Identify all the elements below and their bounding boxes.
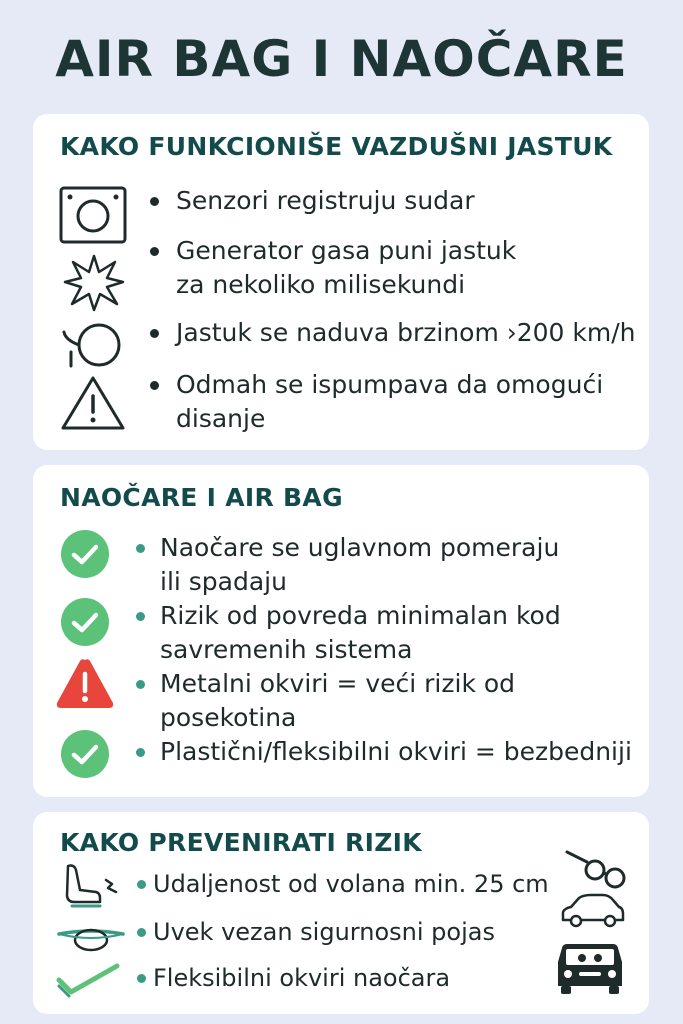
warning-triangle-icon — [55, 657, 115, 711]
bullet — [136, 748, 145, 757]
page-title: AIR BAG I NAOČARE — [55, 30, 628, 88]
glasses-and-airbag-card — [33, 465, 649, 797]
checkmark-icon — [55, 960, 121, 1000]
list-item-text: Senzori registruju sudar — [176, 186, 475, 215]
section-heading: NAOČARE I AIR BAG — [60, 483, 343, 512]
bullet — [136, 680, 145, 689]
list-item-text: Udaljenost od volana min. 25 cm — [153, 870, 549, 898]
car-outline-icon — [559, 892, 627, 928]
section-heading: KAKO PREVENIRATI RIZIK — [60, 828, 422, 857]
list-item-text: Metalni okviri = veći rizik od posekotina — [160, 669, 516, 732]
list-item-text: Rizik od povreda minimalan kod savremenih sistema — [160, 601, 561, 664]
seatbelt-icon — [57, 920, 125, 956]
check-circle-icon — [60, 729, 110, 779]
list-item-text: Jastuk se naduva brzinom ›200 km/h — [176, 318, 636, 347]
list-item-text: Plastični/fleksibilni okviri = bezbedniji — [160, 737, 632, 766]
list-item-text: Odmah se ispumpava da omogući disanje — [176, 370, 604, 433]
check-circle-icon — [60, 529, 110, 579]
bullet — [150, 381, 159, 390]
bullet — [136, 612, 145, 621]
explosion-icon — [63, 254, 125, 312]
bullet — [136, 544, 145, 553]
section-heading: KAKO FUNKCIONIŠE VAZDUŠNI JASTUK — [60, 132, 613, 161]
car-seat-icon — [60, 862, 122, 910]
bullet — [150, 197, 159, 206]
list-item-text: Naočare se uglavnom pomeraju ili spadaju — [160, 533, 560, 596]
prevent-risk-card — [33, 812, 649, 1014]
bullet — [150, 329, 159, 338]
list-item-text: Generator gasa puni jastuk za nekoliko milisekundi — [176, 236, 517, 299]
car-front-icon — [555, 940, 625, 996]
bullet — [137, 880, 146, 889]
check-circle-icon — [60, 597, 110, 647]
how-airbag-works-card — [33, 114, 649, 450]
list-item-text: Fleksibilni okviri naočara — [153, 964, 451, 992]
bullet — [137, 928, 146, 937]
bullet — [150, 247, 159, 256]
inflating-airbag-icon — [61, 322, 125, 368]
bullet — [137, 974, 146, 983]
glasses-icon — [565, 848, 627, 892]
list-item-text: Uvek vezan sigurnosni pojas — [153, 918, 495, 946]
warning-triangle-icon — [60, 374, 126, 432]
sensor-box-icon — [59, 186, 127, 244]
